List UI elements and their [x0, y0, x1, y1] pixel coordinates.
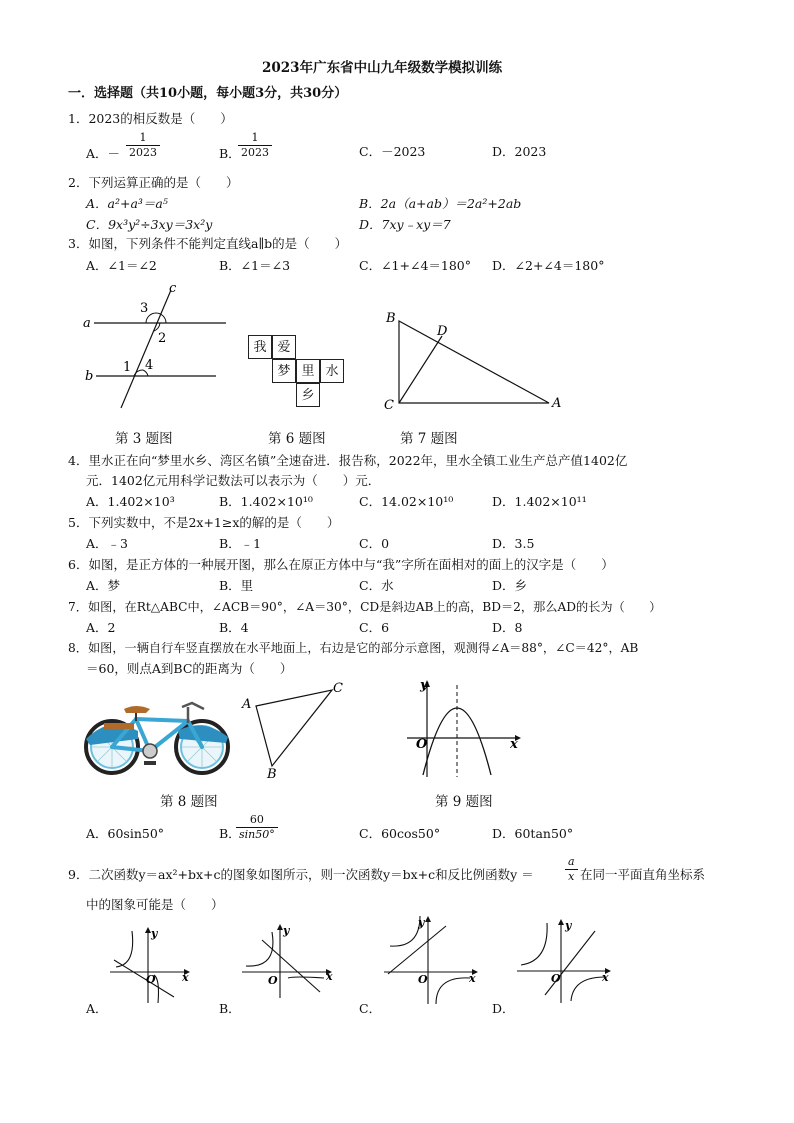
hyperbola-branch	[571, 977, 605, 1001]
saddle	[124, 706, 150, 713]
label-y: y	[151, 927, 158, 940]
q2-option-b: B．2a（a+ab）＝2a²+2ab	[359, 196, 522, 211]
q8-line1: 8．如图，一辆自行车竖直摆放在水平地面上，右边是它的部分示意图，观测得∠A＝88°，∠C＝42°，AB	[68, 641, 639, 655]
q9-option-b: B．	[219, 1001, 241, 1016]
label-2: 2	[158, 331, 167, 346]
label-A: A	[552, 396, 562, 411]
q9-graph-a	[108, 925, 193, 1005]
q3-option-c: C．∠1+∠4＝180°	[359, 258, 471, 273]
q1-option-a-label: A．－	[86, 146, 121, 161]
q9-line1b: 在同一平面直角坐标系	[580, 867, 706, 882]
net-cell-li: 里	[296, 359, 320, 383]
hyperbola-branch	[390, 916, 420, 946]
chainring	[143, 744, 157, 758]
bicycle-illustration	[80, 695, 235, 780]
q7-stem: 7．如图，在Rt△ABC中，∠ACB＝90°，∠A＝30°，CD是斜边AB上的高，BD＝2，那么AD的长为（ ）	[68, 600, 662, 614]
q7-option-d: D．8	[492, 620, 523, 635]
caption-fig9: 第 9 题图	[435, 794, 493, 810]
label-o: O	[418, 973, 428, 986]
q8-line2: ＝60，则点A到BC的距离为（ ）	[86, 661, 293, 676]
caption-fig3: 第 3 题图	[115, 431, 173, 447]
hyperbola-branch	[436, 978, 470, 1004]
label-c: c	[169, 281, 177, 296]
net-cell-wo: 我	[248, 335, 272, 359]
q6-stem: 6．如图，是正方体的一种展开图，那么在原正方体中与“我”字所在面相对的面上的汉字是（ ）	[68, 557, 614, 572]
q9-frac-numerator: a	[568, 855, 575, 868]
linear-line	[545, 931, 595, 995]
caption-fig8: 第 8 题图	[160, 794, 218, 810]
figure-3-parallel-lines	[78, 280, 238, 415]
net-cell-ai: 爱	[272, 335, 296, 359]
net-cell-meng: 梦	[272, 359, 296, 383]
q4-option-c: C．14.02×10¹⁰	[359, 494, 454, 509]
angle-3-arc	[146, 313, 166, 323]
q1-option-b-label: B．	[219, 146, 241, 161]
label-y: y	[283, 924, 290, 937]
q9-fraction-a-over-x	[565, 856, 578, 883]
q6-option-b: B．里	[219, 578, 254, 593]
figure-7-triangle	[380, 305, 580, 415]
label-y: y	[418, 916, 425, 929]
q8-option-b-fraction	[236, 814, 278, 841]
q2-stem: 2．下列运算正确的是（ ）	[68, 175, 239, 190]
q9-line2: 中的图象可能是（ ）	[86, 897, 224, 912]
q4-option-d: D．1.402×10¹¹	[492, 494, 587, 509]
label-o: O	[551, 972, 561, 985]
label-x: x	[182, 971, 189, 984]
q8-option-b-label: B．	[219, 826, 241, 841]
q1-option-d: D．2023	[492, 144, 547, 159]
altitude-cd	[399, 336, 442, 403]
q9-line1a: 9．二次函数y＝ax²+bx+c的图象如图所示，则一次函数y＝bx+c和反比例函数y ＝	[68, 867, 534, 882]
label-B: B	[267, 767, 277, 782]
label-x: x	[326, 970, 333, 983]
hyperbola-branch	[246, 932, 273, 966]
hyperbola-branch	[116, 931, 133, 967]
q8-option-a: A．60sin50°	[86, 826, 165, 841]
q9-frac-denominator: x	[565, 869, 578, 883]
q1-b-numerator: 1	[251, 131, 259, 144]
q4-option-a: A．1.402×10³	[86, 494, 175, 509]
triangle-abc	[256, 690, 332, 766]
q4-option-b: B．1.402×10¹⁰	[219, 494, 313, 509]
q9-option-a: A．	[86, 1001, 108, 1016]
q9-graph-c	[382, 912, 482, 1007]
hyperbola-branch	[521, 923, 547, 965]
label-x: x	[602, 971, 609, 984]
label-D: D	[437, 324, 448, 339]
label-A: A	[242, 697, 252, 712]
q7-option-c: C．6	[359, 620, 390, 635]
q8-option-c: C．60cos50°	[359, 826, 441, 841]
label-C: C	[333, 681, 343, 696]
label-x: x	[510, 737, 518, 752]
net-cell-xiang: 乡	[296, 383, 320, 407]
q2-option-c: C．9x³y²÷3xy＝3x²y	[86, 217, 213, 232]
label-o: O	[146, 973, 156, 986]
q9-option-c: C．	[359, 1001, 382, 1016]
q1-a-denominator: 2023	[126, 145, 160, 159]
label-1: 1	[123, 360, 132, 375]
caption-fig6: 第 6 题图	[268, 431, 326, 447]
q5-option-a: A．﹣3	[86, 536, 128, 551]
q5-stem: 5．下列实数中，不是2x+1≥x的解的是（ ）	[68, 515, 340, 530]
q2-option-d: D．7xy﹣xy＝7	[359, 217, 451, 232]
q8-b-denominator: sin50°	[236, 827, 278, 841]
net-cell-shui: 水	[320, 359, 344, 383]
q8-option-d: D．60tan50°	[492, 826, 574, 841]
q3-stem: 3．如图，下列条件不能判定直线a∥b的是（ ）	[68, 236, 348, 251]
rear-rack	[104, 723, 134, 729]
q4-line1: 4．里水正在向“梦里水乡、湾区名镇”全速奋进．报告称，2022年，里水全镇工业生产总产值1402亿	[68, 453, 628, 468]
label-o: O	[416, 737, 428, 752]
label-y: y	[565, 919, 572, 932]
figure-8-triangle	[238, 680, 348, 780]
hyperbola-branch	[288, 977, 324, 978]
q1-option-a-fraction	[126, 132, 160, 159]
q1-stem: 1．2023的相反数是（ ）	[68, 111, 233, 126]
handlebar	[182, 703, 204, 709]
q6-option-d: D．乡	[492, 578, 528, 593]
label-y: y	[420, 678, 428, 693]
triangle-abc	[399, 321, 549, 403]
figure-9-parabola	[405, 675, 525, 785]
section-heading: 一．选择题（共10小题，每小题3分，共30分）	[68, 86, 348, 101]
q9-graph-d	[515, 915, 615, 1005]
q5-option-d: D．3.5	[492, 536, 535, 551]
q5-option-c: C．0	[359, 536, 390, 551]
q1-a-numerator: 1	[139, 131, 147, 144]
q1-b-denominator: 2023	[238, 145, 272, 159]
q5-option-b: B．﹣1	[219, 536, 262, 551]
q7-option-b: B．4	[219, 620, 249, 635]
q9-option-d: D．	[492, 1001, 515, 1016]
q3-option-b: B．∠1＝∠3	[219, 258, 291, 273]
q1-option-c: C．－2023	[359, 144, 426, 159]
label-4: 4	[145, 358, 154, 373]
label-b: b	[85, 369, 94, 384]
q2-option-a: A．a²+a³＝a⁵	[86, 196, 168, 211]
q6-option-c: C．水	[359, 578, 394, 593]
label-B: B	[386, 311, 396, 326]
label-a: a	[83, 316, 91, 331]
q1-option-b-fraction	[238, 132, 272, 159]
pedal	[144, 761, 156, 765]
label-3: 3	[140, 301, 149, 316]
q6-option-a: A．梦	[86, 578, 121, 593]
q3-option-a: A．∠1＝∠2	[86, 258, 157, 273]
q7-option-a: A．2	[86, 620, 116, 635]
q8-b-numerator: 60	[249, 813, 264, 826]
label-C: C	[384, 398, 394, 413]
label-x: x	[469, 972, 476, 985]
caption-fig7: 第 7 题图	[400, 431, 458, 447]
page-title: 2023年广东省中山九年级数学模拟训练	[262, 60, 503, 76]
label-o: O	[268, 974, 278, 987]
q9-graph-b	[240, 920, 335, 1000]
q4-line2: 元．1402亿元用科学记数法可以表示为（ ）元．	[86, 473, 381, 488]
q3-option-d: D．∠2+∠4＝180°	[492, 258, 605, 273]
